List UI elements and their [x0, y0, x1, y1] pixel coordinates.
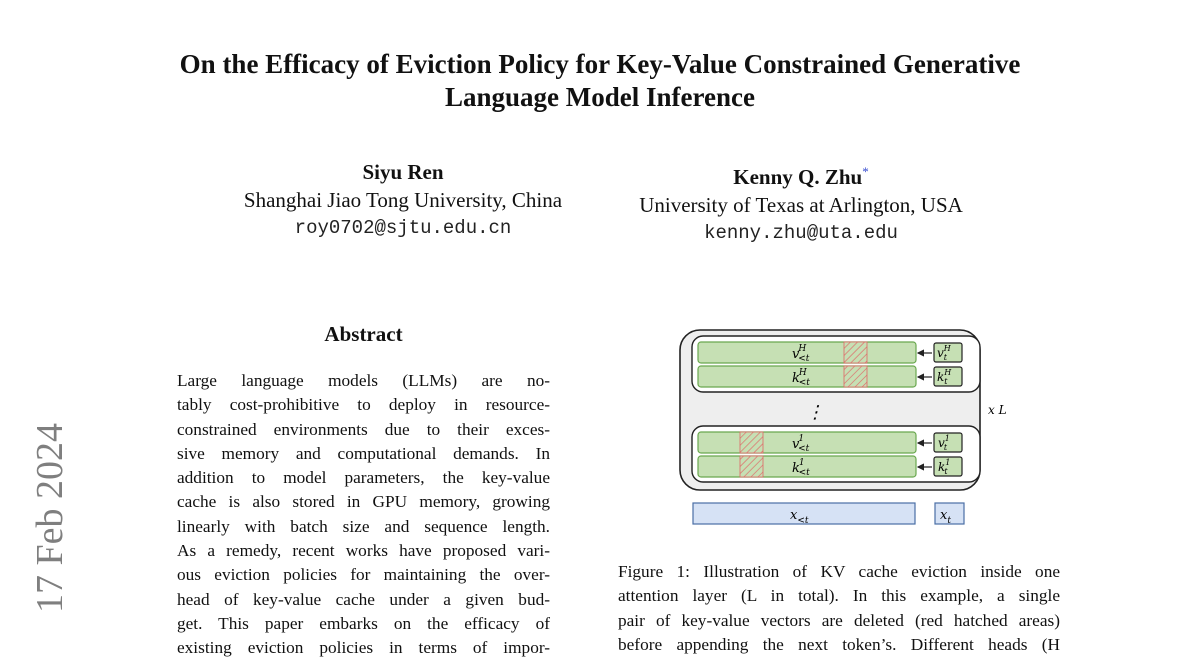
author-name: Siyu Ren [362, 160, 444, 184]
value-label-head-H: vH <t [792, 344, 810, 364]
abstract-line: Large language models (LLMs) are no- [177, 371, 550, 390]
author-email[interactable]: kenny.zhu@uta.edu [704, 222, 898, 244]
caption-line: Figure 1: Illustration of KV cache eviction inside one [618, 562, 1060, 581]
abstract-line: get. This paper embarks on the efficacy of [177, 613, 550, 633]
evicted-key-head-1 [740, 456, 763, 477]
evicted-value-head-1 [740, 432, 763, 453]
author-email[interactable]: roy0702@sjtu.edu.cn [294, 217, 512, 239]
kv-cache-eviction-figure [672, 322, 1022, 532]
abstract-line: As a remedy, recent works have proposed vari- [177, 541, 550, 561]
abstract-line: sive memory and computational demands. In [177, 443, 550, 463]
paper-title [100, 48, 1100, 114]
caption-line: attention layer (L in total). In this example, a single [618, 586, 1060, 606]
new-value-label-head-1: $v^1$ t [938, 434, 950, 452]
abstract-heading: Abstract [324, 322, 403, 346]
key-label-head-1: k1 <t [792, 458, 810, 478]
new-value-label-head-H: $v^H$ t [937, 344, 951, 362]
token-history-label: $x_{<t}$ [790, 508, 809, 526]
abstract-line: tably cost-prohibitive to deploy in resource- [177, 395, 550, 415]
author-affiliation: Shanghai Jiao Tong University, China [243, 188, 563, 212]
author-affiliation: University of Texas at Arlington, USA [639, 193, 963, 217]
abstract-line: cache is also stored in GPU memory, growing [177, 492, 550, 512]
abstract-line: addition to model parameters, the key-value [177, 468, 550, 488]
new-key-label-head-H: $k^H$ t [937, 368, 952, 386]
abstract-line: ous eviction policies for maintaining the over- [177, 565, 550, 585]
figure-caption [618, 560, 1060, 657]
abstract-line: constrained environments due to their exces- [177, 419, 550, 439]
key-label-head-H: kH <t [792, 368, 810, 388]
evicted-key-head-H [844, 366, 867, 387]
layer-count-label: x L [988, 403, 1007, 417]
author-name [601, 158, 1001, 191]
title-line-1: On the Efficacy of Eviction Policy for Key-Value Constrained Generative [179, 49, 1021, 79]
arxiv-date-text: 17 Feb 2024 [29, 423, 71, 613]
abstract-body [177, 369, 550, 661]
value-label-head-1: v1 <t [792, 434, 810, 454]
new-key-label-head-1: $k^1$ t [938, 458, 951, 476]
caption-line: before appending the next token’s. Different heads (H [618, 634, 1060, 654]
title-line-2: Language Model Inference [445, 82, 755, 112]
ellipsis-vertical: ⋮ [806, 402, 824, 423]
footnote-mark[interactable]: * [862, 164, 869, 179]
new-token-label: $x_t$ [940, 508, 951, 526]
caption-line: pair of key-value vectors are deleted (red hatched areas) [618, 610, 1060, 630]
author-block-2 [601, 158, 1001, 247]
evicted-value-head-H [844, 342, 867, 363]
abstract-line: head of key-value cache under a given bud- [177, 589, 550, 609]
arxiv-date-stamp [28, 408, 72, 628]
author-name-text: Kenny Q. Zhu [733, 165, 863, 189]
author-block-1 [203, 158, 603, 242]
abstract-line: linearly with batch size and sequence length. [177, 516, 550, 536]
abstract-line: existing eviction policies in terms of impor- [177, 638, 550, 658]
